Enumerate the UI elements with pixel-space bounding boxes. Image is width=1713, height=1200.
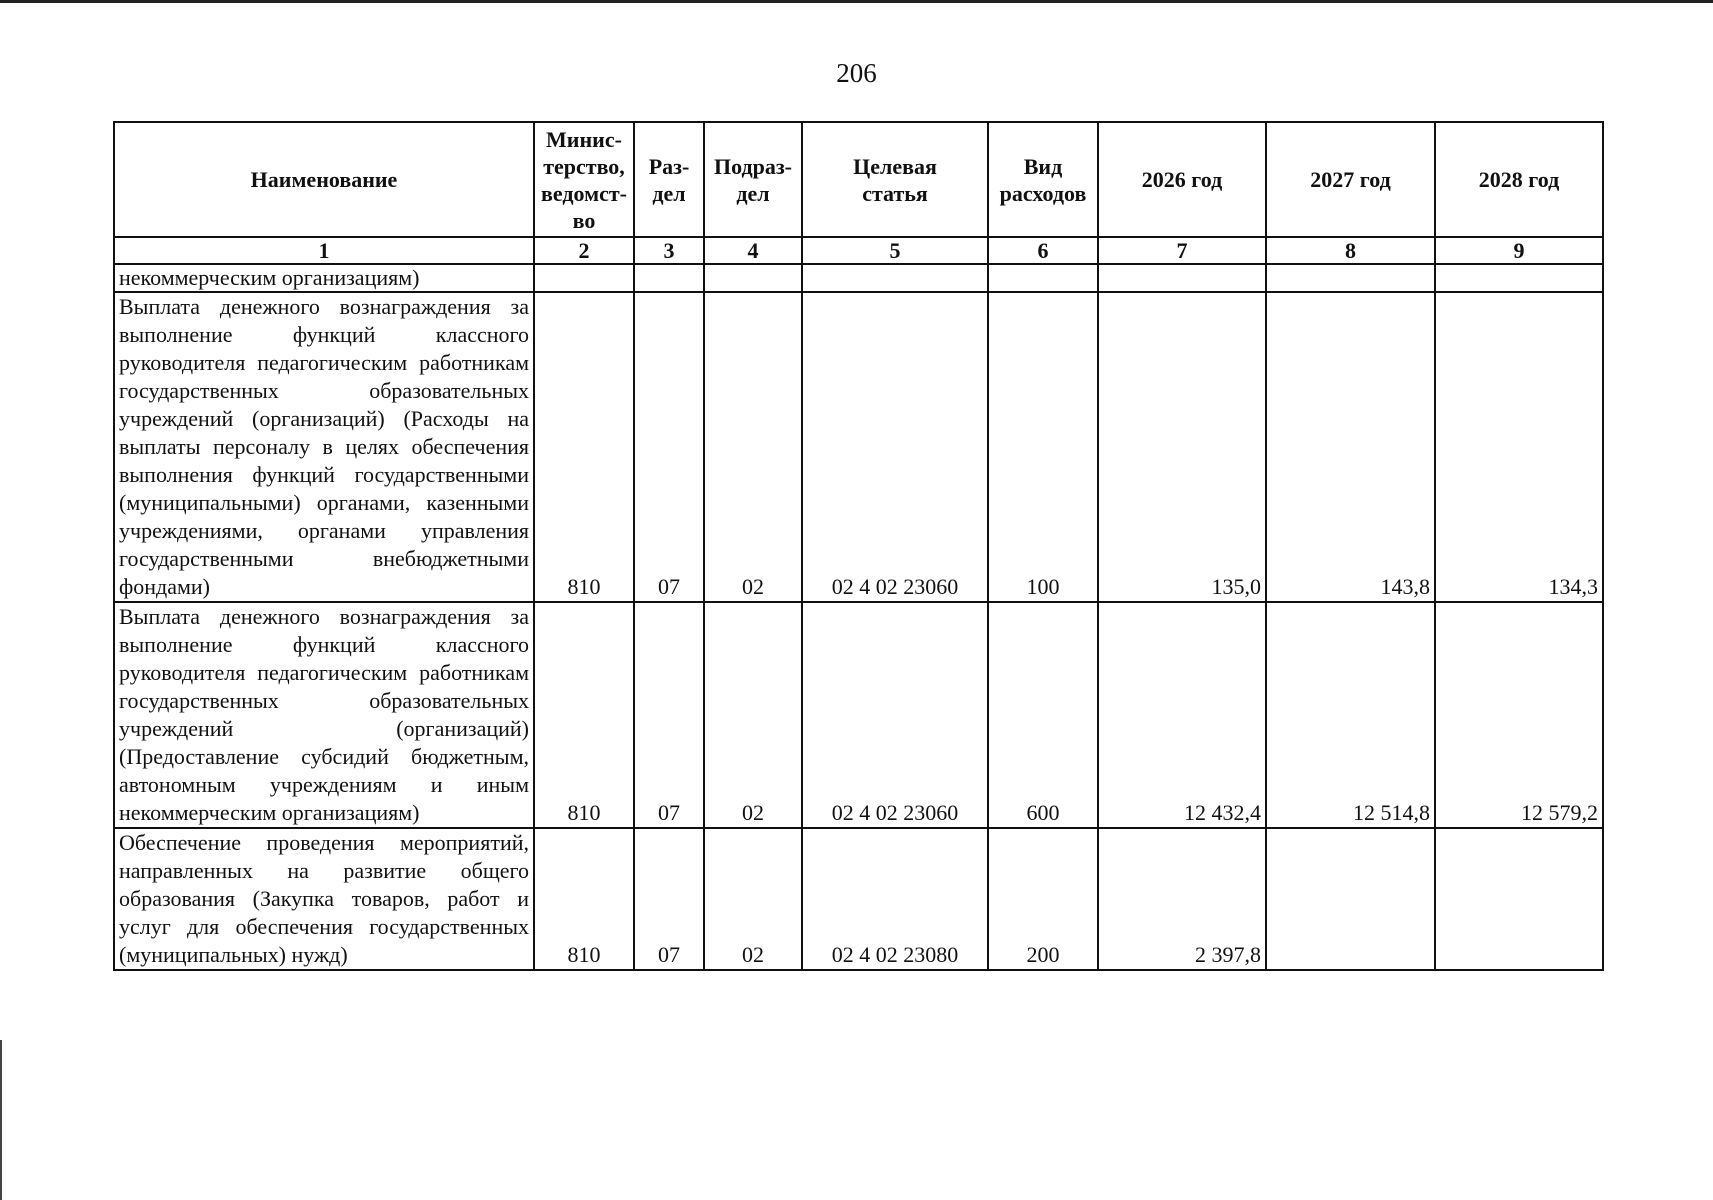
cell-expense-type: 100	[988, 292, 1098, 602]
cell-ministry: 810	[534, 602, 634, 828]
column-number: 9	[1435, 237, 1603, 264]
cell-ministry: 810	[534, 828, 634, 970]
table-row	[114, 602, 1603, 828]
scan-edge-mark	[0, 1040, 2, 1200]
header-subsection: Подраз- дел	[704, 122, 802, 237]
header-year-2026: 2026 год	[1098, 122, 1266, 237]
header-name: Наименование	[114, 122, 534, 237]
column-number: 1	[114, 237, 534, 264]
cell-2027: 143,8	[1266, 292, 1435, 602]
header-section: Раз- дел	[634, 122, 704, 237]
cell-target-article: 02 4 02 23060	[802, 602, 988, 828]
cell-subsection	[704, 264, 802, 292]
top-border-line	[0, 0, 1713, 3]
cell-name: Выплата денежного вознаграждения за выполнение функций классного руководителя педагогическим работникам государственных образовательных учреждений (организаций) (Предоставление субсидий бюджетным, автономным учреждениям и иным некоммерческим организациям)	[114, 602, 534, 828]
header-row	[114, 122, 1603, 237]
column-number: 7	[1098, 237, 1266, 264]
column-number-row	[114, 237, 1603, 264]
cell-ministry	[534, 264, 634, 292]
cell-ministry: 810	[534, 292, 634, 602]
cell-2027	[1266, 828, 1435, 970]
cell-expense-type	[988, 264, 1098, 292]
cell-2026: 2 397,8	[1098, 828, 1266, 970]
column-number: 6	[988, 237, 1098, 264]
column-number: 3	[634, 237, 704, 264]
cell-2028	[1435, 264, 1603, 292]
cell-section: 07	[634, 292, 704, 602]
cell-section: 07	[634, 602, 704, 828]
cell-2028	[1435, 828, 1603, 970]
cell-subsection: 02	[704, 828, 802, 970]
header-year-2028: 2028 год	[1435, 122, 1603, 237]
cell-name: Выплата денежного вознаграждения за выполнение функций классного руководителя педагогическим работникам государственных образовательных учреждений (организаций) (Расходы на выплаты персоналу в целях обеспечения выполнения функций государственными (муниципальными) органами, казенными учреждениями, органами управления государственными внебюджетными фондами)	[114, 292, 534, 602]
header-expense-type: Вид расходов	[988, 122, 1098, 237]
cell-name: некоммерческим организациям)	[114, 264, 534, 292]
cell-expense-type: 200	[988, 828, 1098, 970]
column-number: 8	[1266, 237, 1435, 264]
table-row-continuation	[114, 264, 1603, 292]
cell-2026: 12 432,4	[1098, 602, 1266, 828]
cell-2027: 12 514,8	[1266, 602, 1435, 828]
column-number: 4	[704, 237, 802, 264]
cell-subsection: 02	[704, 602, 802, 828]
cell-2026	[1098, 264, 1266, 292]
cell-2028: 134,3	[1435, 292, 1603, 602]
table-row	[114, 828, 1603, 970]
cell-2026: 135,0	[1098, 292, 1266, 602]
cell-expense-type: 600	[988, 602, 1098, 828]
cell-2027	[1266, 264, 1435, 292]
cell-subsection: 02	[704, 292, 802, 602]
budget-table	[113, 121, 1604, 971]
column-number: 2	[534, 237, 634, 264]
column-number: 5	[802, 237, 988, 264]
cell-section	[634, 264, 704, 292]
cell-target-article: 02 4 02 23060	[802, 292, 988, 602]
table-row	[114, 292, 1603, 602]
header-target-article: Целевая статья	[802, 122, 988, 237]
cell-name: Обеспечение проведения мероприятий, направленных на развитие общего образования (Закупка товаров, работ и услуг для обеспечения государственных (муниципальных) нужд)	[114, 828, 534, 970]
header-year-2027: 2027 год	[1266, 122, 1435, 237]
cell-target-article	[802, 264, 988, 292]
header-ministry: Минис- терство, ведомст- во	[534, 122, 634, 237]
page-number: 206	[836, 58, 877, 88]
cell-2028: 12 579,2	[1435, 602, 1603, 828]
cell-target-article: 02 4 02 23080	[802, 828, 988, 970]
cell-section: 07	[634, 828, 704, 970]
